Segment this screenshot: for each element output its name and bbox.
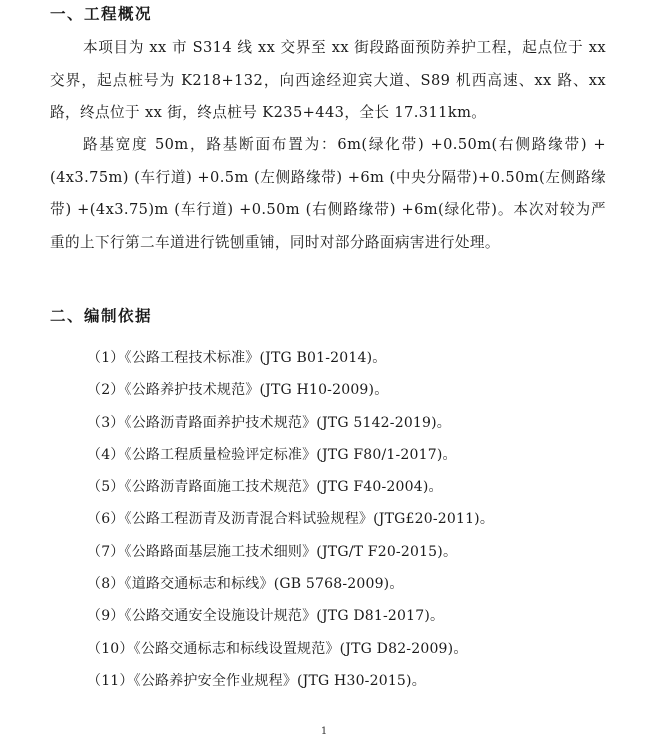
- section-heading-project-overview: 一、工程概况: [50, 4, 153, 23]
- page-number: 1: [320, 726, 328, 737]
- section-heading-compilation-basis: 二、编制依据: [50, 306, 153, 325]
- paragraph-project-location: 本项目为 xx 市 S314 线 xx 交界至 xx 街段路面预防养护工程，起点位于 xx 交界，起点桩号为 K218+132，向西途经迎宾大道、S89 机西高速、xx 路、xx 路，终点位于 xx 街，终点桩号 K235+443，全长 17.311km。: [50, 39, 606, 121]
- reference-item: （2）《公路养护技术规范》(JTG H10-2009)。: [87, 382, 389, 399]
- reference-item: （11）《公路养护安全作业规程》(JTG H30-2015)。: [87, 672, 426, 689]
- reference-item: （8）《道路交通标志和标线》(GB 5768-2009)。: [87, 576, 404, 593]
- reference-item: （1）《公路工程技术标准》(JTG B01-2014)。: [87, 350, 387, 366]
- reference-item: （9）《公路交通安全设施设计规范》(JTG D81-2017)。: [87, 608, 445, 625]
- reference-item: （6）《公路工程沥青及沥青混合料试验规程》(JTG£20-2011)。: [87, 511, 495, 528]
- reference-list: [87, 342, 494, 697]
- reference-item: （10）《公路交通标志和标线设置规范》(JTG D82-2009)。: [87, 640, 468, 657]
- reference-item: （7）《公路路面基层施工技术细则》(JTG/T F20-2015)。: [87, 543, 458, 560]
- reference-item: （4）《公路工程质量检验评定标准》(JTG F80/1-2017)。: [87, 446, 457, 463]
- reference-item: （5）《公路沥青路面施工技术规范》(JTG F40-2004)。: [87, 479, 443, 496]
- reference-item: （3）《公路沥青路面养护技术规范》(JTG 5142-2019)。: [87, 414, 452, 431]
- paragraph-cross-section: 路基宽度 50m，路基断面布置为：6m(绿化带) +0.50m(右侧路缘带) +(4x3.75m) (车行道) +0.5m (左侧路缘带) +6m (中央分隔带)+0.50m(左侧路缘带) +(4x3.75)m (车行道) +0.50m (右侧路缘带) +6m(绿化带)。本次对较为严重的上下行第二车道进行铣刨重铺，同时对部分路面病害进行处理。: [50, 136, 606, 251]
